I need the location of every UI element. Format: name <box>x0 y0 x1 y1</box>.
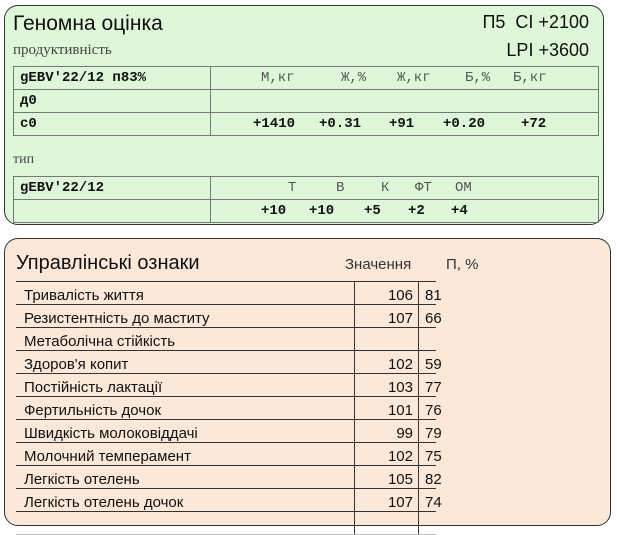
col-v: В <box>336 180 345 196</box>
col-milk-kg: М,кг <box>261 70 295 86</box>
table-row: Резистентність до маститу 107 66 <box>16 305 436 328</box>
row-label-d0: д0 <box>14 90 211 113</box>
col-fat-kg: Ж,кг <box>397 70 431 86</box>
col-k: К <box>381 180 390 196</box>
lpi-index: LPI +3600 <box>506 40 589 60</box>
productivity-label: gEBV'22/12 п83% <box>14 67 211 90</box>
table-row: Постійність лактації 103 77 <box>16 374 436 397</box>
productivity-table <box>13 66 599 136</box>
value-protein-kg: +72 <box>521 116 547 132</box>
productivity-subtitle: продуктивність <box>13 42 112 58</box>
productivity-row-d0 <box>14 90 599 113</box>
table-row: Легкість отелень дочок 107 74 <box>16 489 436 512</box>
table-row: Фертильність дочок 101 76 <box>16 397 436 420</box>
table-row: Тривалість життя 106 81 <box>16 282 436 305</box>
percent-column-header: П, % <box>446 256 479 273</box>
table-row: Легкість отелень 105 82 <box>16 466 436 489</box>
productivity-header-row <box>14 67 599 90</box>
genomic-evaluation-card <box>4 5 604 225</box>
value-fat-kg: +91 <box>389 116 415 132</box>
type-subtitle: тип <box>13 152 35 167</box>
type-values-row <box>14 200 599 223</box>
table-row: Здоров'я копит 102 59 <box>16 351 436 374</box>
table-row: Метаболічна стійкість <box>16 328 436 351</box>
col-protein-kg: Б,кг <box>513 70 547 86</box>
col-ft: ФТ <box>415 180 432 196</box>
value-v: +10 <box>309 203 335 219</box>
type-label: gEBV'22/12 <box>14 177 211 200</box>
row-label-c0: с0 <box>14 113 211 136</box>
col-protein-pct: Б,% <box>465 70 491 86</box>
management-traits-card <box>4 238 611 526</box>
value-om: +4 <box>451 203 468 219</box>
genomic-title: Геномна оцінка <box>13 12 163 35</box>
type-header-row <box>14 177 599 200</box>
value-t: +10 <box>261 203 287 219</box>
col-om: ОМ <box>455 180 472 196</box>
management-table <box>16 281 442 535</box>
value-milk-kg: +1410 <box>253 116 296 132</box>
value-ft: +2 <box>408 203 425 219</box>
table-row <box>16 512 436 535</box>
ci-index: П5 CI +2100 <box>482 12 589 32</box>
table-row: Швидкість молоковіддачі 99 79 <box>16 420 436 443</box>
value-column-header: Значення <box>345 256 412 273</box>
table-row: Молочний темперамент 102 75 <box>16 443 436 466</box>
value-k: +5 <box>364 203 381 219</box>
value-protein-pct: +0.20 <box>443 116 486 132</box>
management-title: Управлінські ознаки <box>16 252 200 274</box>
col-fat-pct: Ж,% <box>341 70 367 86</box>
productivity-row-c0 <box>14 113 599 136</box>
type-table <box>13 176 599 223</box>
col-t: Т <box>288 180 297 196</box>
value-fat-pct: +0.31 <box>319 116 362 132</box>
